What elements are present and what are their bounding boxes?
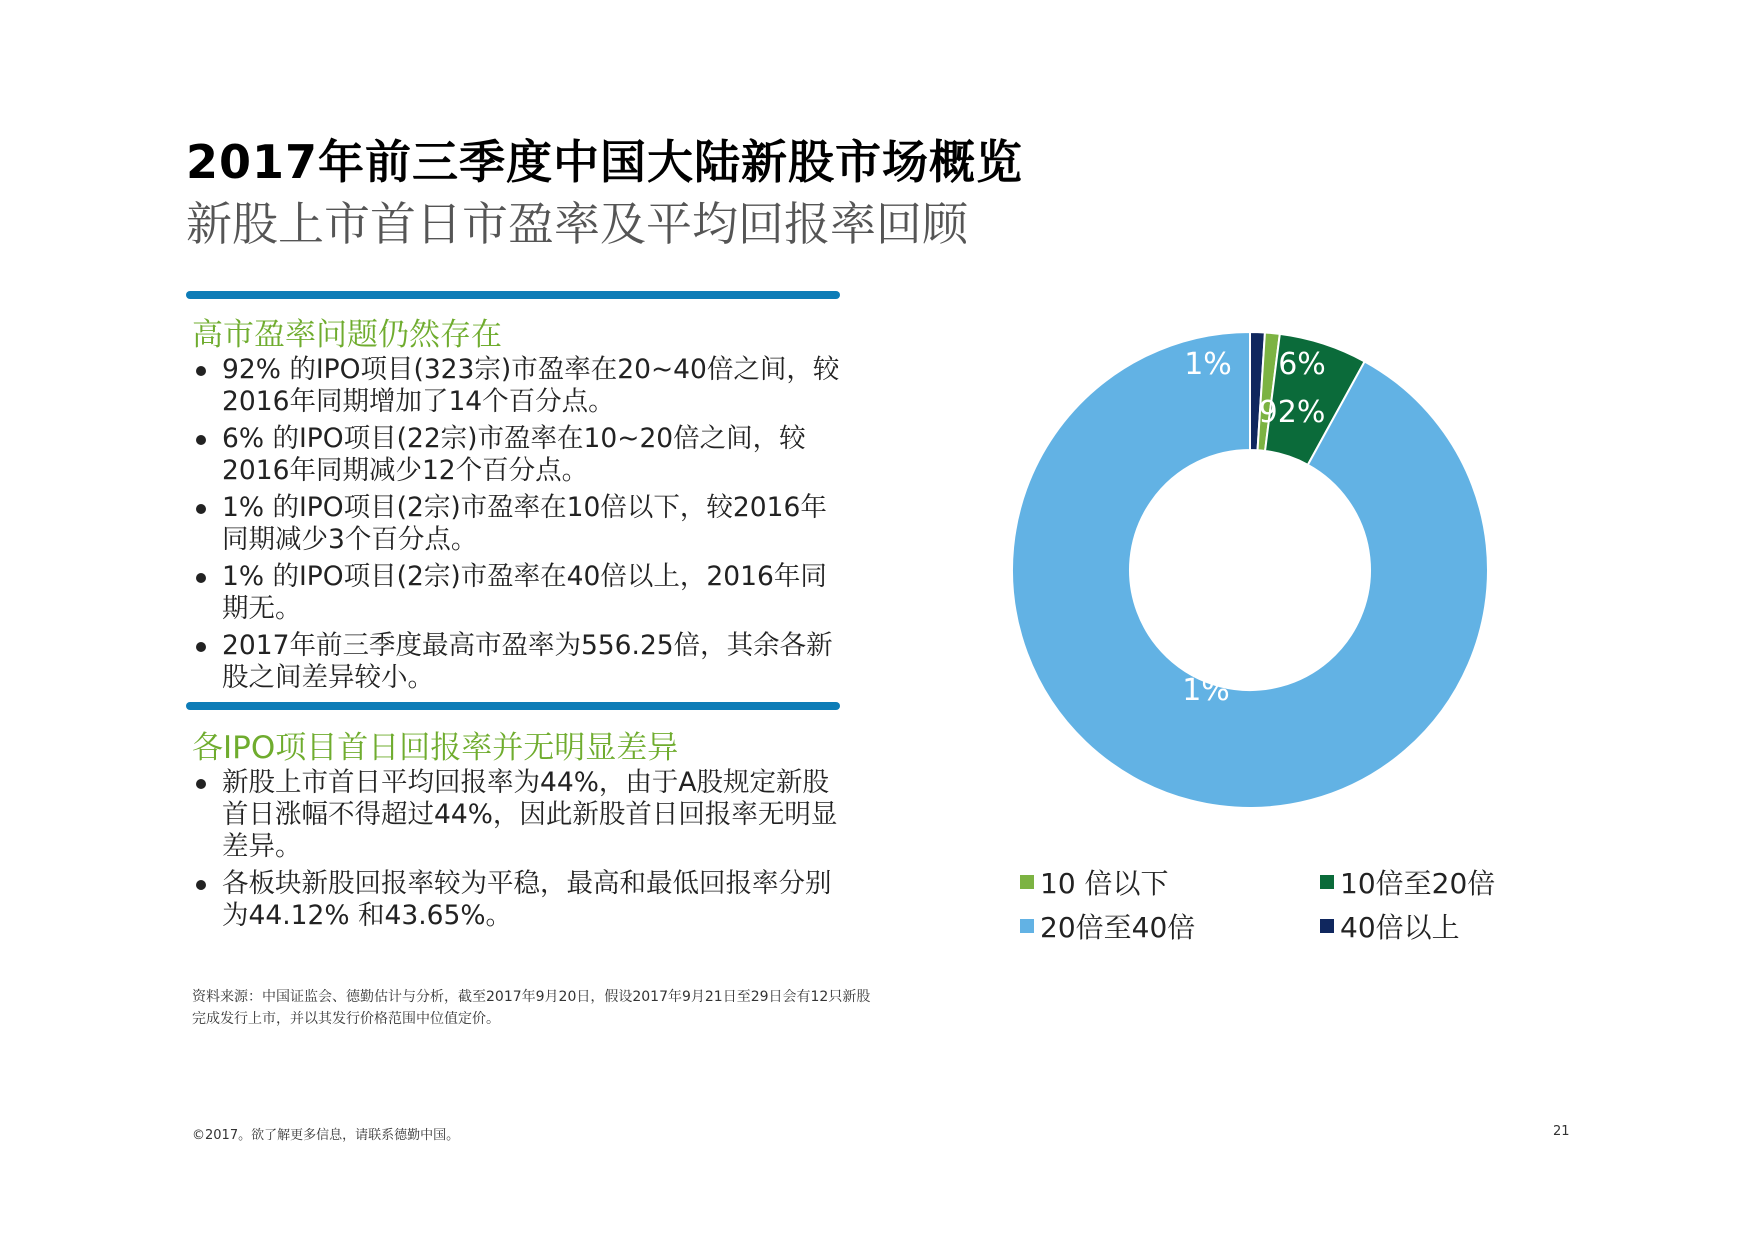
slice-data-label: 1% (1182, 673, 1230, 708)
legend-label: 40倍以上 (1340, 911, 1460, 944)
legend-item (1320, 862, 1495, 902)
pe-ratio-donut-chart (1000, 320, 1500, 820)
legend-label: 10 倍以下 (1040, 867, 1169, 900)
copyright-footer: ©2017。欲了解更多信息，请联系德勤中国。 (192, 1128, 460, 1143)
legend-swatch (1020, 875, 1034, 889)
section1-bullet-list (192, 354, 852, 699)
legend-label: 10倍至20倍 (1340, 867, 1496, 900)
section1-heading: 高市盈率问题仍然存在 (192, 317, 502, 353)
section1-bullet: 6% 的IPO项目(22宗)市盈率在10~20倍之间，较2016年同期减少12个百分点。 (192, 423, 852, 487)
section2-bullet: 新股上市首日平均回报率为44%，由于A股规定新股首日涨幅不得超过44%，因此新股首日回报率无明显差异。 (192, 767, 852, 863)
slice-data-label: 6% (1278, 347, 1326, 382)
section1-bullet: 2017年前三季度最高市盈率为556.25倍，其余各新股之间差异较小。 (192, 630, 852, 694)
legend-label: 20倍至40倍 (1040, 911, 1196, 944)
section2-bullet-list (192, 767, 852, 937)
legend-swatch (1020, 919, 1034, 933)
section2-heading: 各IPO项目首日回报率并无明显差异 (192, 730, 679, 766)
slice-20x-40x (1012, 332, 1488, 808)
source-note: 资料来源：中国证监会、德勤估计与分析，截至2017年9月20日，假设2017年9月21日至29日会有12只新股完成发行上市，并以其发行价格范围中位值定价。 (192, 989, 871, 1027)
section2-bullet: 各板块新股回报率较为平稳，最高和最低回报率分别为44.12% 和43.65%。 (192, 868, 852, 932)
legend-item (1020, 862, 1169, 902)
page-subtitle: 新股上市首日市盈率及平均回报率回顾 (186, 197, 968, 251)
page-number: 21 (1553, 1124, 1570, 1139)
slice-data-label: 92% (1258, 395, 1326, 430)
legend-item (1020, 906, 1195, 946)
legend-item (1320, 906, 1460, 946)
section1-bullet: 1% 的IPO项目(2宗)市盈率在40倍以上，2016年同期无。 (192, 561, 852, 625)
legend-swatch (1320, 919, 1334, 933)
slice-data-label: 1% (1184, 347, 1232, 382)
legend-swatch (1320, 875, 1334, 889)
section1-divider (186, 291, 840, 299)
section2-divider (186, 702, 840, 710)
section1-bullet: 1% 的IPO项目(2宗)市盈率在10倍以下，较2016年同期减少3个百分点。 (192, 492, 852, 556)
page-title: 2017年前三季度中国大陆新股市场概览 (186, 135, 1024, 189)
section1-bullet: 92% 的IPO项目(323宗)市盈率在20~40倍之间，较2016年同期增加了14个百分点。 (192, 354, 852, 418)
